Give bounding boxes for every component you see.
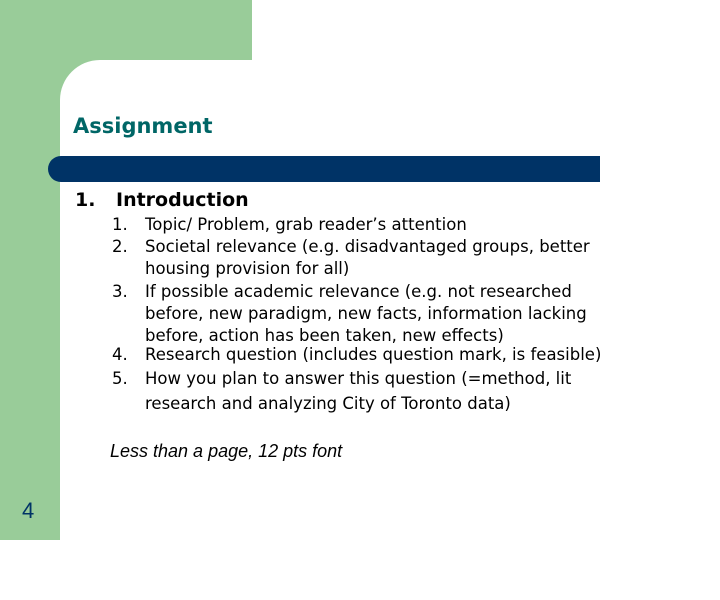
section-number: 1. bbox=[75, 189, 96, 211]
list-item-number: 3. bbox=[112, 282, 128, 301]
list-item-number: 2. bbox=[112, 237, 128, 256]
list-item-text bbox=[145, 236, 645, 280]
list-item-text bbox=[145, 368, 645, 415]
title-divider-bar bbox=[48, 156, 600, 182]
list-item-line: Societal relevance (e.g. disadvantaged groups, better bbox=[145, 237, 590, 256]
list-item-text bbox=[145, 281, 645, 347]
list-item-line: Research question (includes question mark, is feasible) bbox=[145, 345, 602, 364]
list-item-line: before, action has been taken, new effects) bbox=[145, 326, 504, 345]
list-item-line: housing provision for all) bbox=[145, 259, 350, 278]
list-item-number: 4. bbox=[112, 345, 128, 364]
list-item-text bbox=[145, 344, 645, 366]
section-heading: Introduction bbox=[116, 189, 249, 211]
list-item-line: before, new paradigm, new facts, information lacking bbox=[145, 304, 587, 323]
slide-title: Assignment bbox=[73, 114, 213, 138]
list-item-number: 1. bbox=[112, 215, 128, 234]
list-item-number: 5. bbox=[112, 369, 128, 388]
list-item-text bbox=[145, 214, 645, 236]
list-item-line: If possible academic relevance (e.g. not researched bbox=[145, 282, 572, 301]
green-left-strip bbox=[0, 0, 60, 540]
list-item-line: How you plan to answer this question (=method, lit bbox=[145, 369, 572, 388]
list-item-line: Topic/ Problem, grab reader’s attention bbox=[145, 215, 467, 234]
page-number: 4 bbox=[22, 498, 35, 523]
list-item-line: research and analyzing City of Toronto data) bbox=[145, 394, 511, 413]
length-note: Less than a page, 12 pts font bbox=[110, 441, 343, 461]
